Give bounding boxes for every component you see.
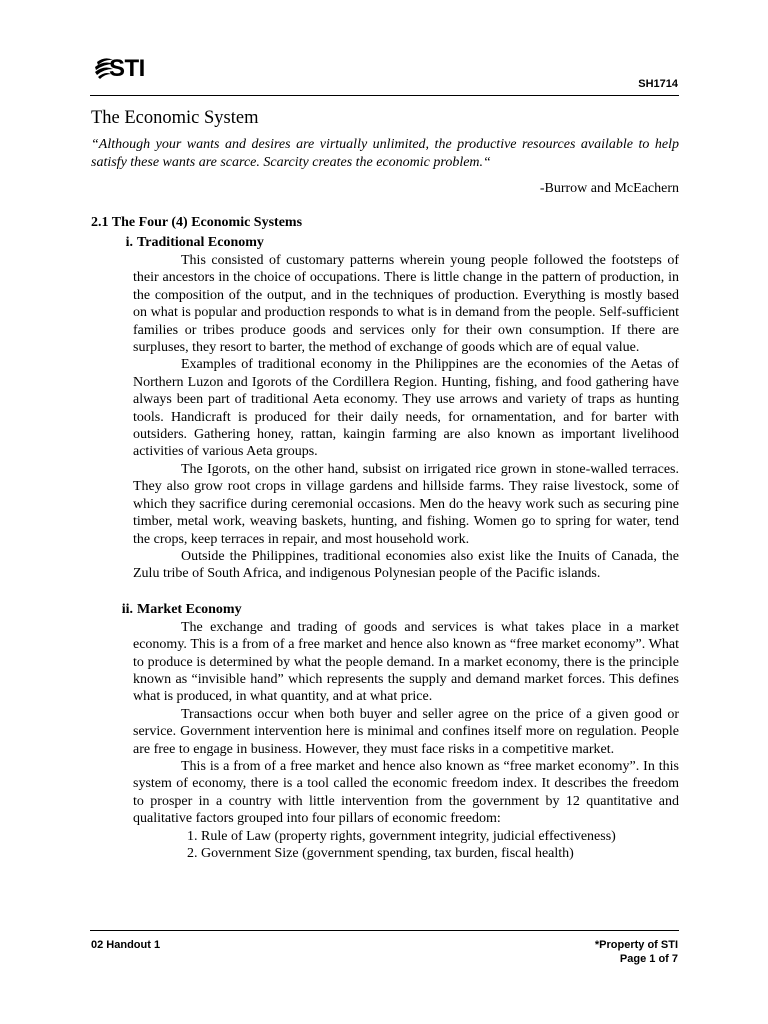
- property-notice: *Property of STI: [594, 939, 678, 951]
- footer-right: [595, 938, 678, 966]
- header-divider: [90, 95, 679, 96]
- page-number: Page 1 of 7: [619, 953, 678, 965]
- pillars-list: [133, 828, 679, 863]
- subsection-number: i.: [125, 235, 133, 250]
- subsection-title: Traditional Economy: [137, 235, 264, 250]
- subsection-number: ii.: [121, 601, 133, 617]
- footer-divider: [90, 930, 679, 931]
- paragraph: The Igorots, on the other hand, subsist on irrigated rice grown in stone-walled terraces. They also grow root crops in village gardens and hillside farms. They raise livestock, some of which they sacrifice during ceremonial occasions. Men do the heavy work such as securing pine timber, metal work, weaving baskets, hunting, and fishing. Women go to spring for water, tend the crops, keep terraces in repair, and most household work.: [133, 461, 679, 547]
- document-body: [91, 106, 679, 862]
- paragraph: Transactions occur when both buyer and seller agree on the price of a given good or service. Government intervention here is minimal and confines itself more on regulation. People are free to engage in business. However, they must face risks in a competitive market.: [133, 706, 679, 757]
- paragraph: This is a from of a free market and hence also known as “free market economy”. In this system of economy, there is a tool called the economic freedom index. It describes the freedom to prosper in a country with little intervention from the government by 12 quantitative and qualitative factors grouped into four pillars of economic freedom:: [133, 758, 679, 827]
- logo-text: STI: [109, 55, 145, 82]
- subsection-heading: [91, 234, 679, 252]
- paragraph: The exchange and trading of goods and services is what takes place in a market economy. This is a from of a free market and hence also known as “free market economy”. What to produce is determined by what the people demand. In a market economy, there is the principle known as “invisible hand” which represents the supply and demand market forces. This defines what is produced, in what quantity, and at what price.: [133, 619, 679, 705]
- document-code: SH1714: [638, 78, 678, 90]
- paragraph: Outside the Philippines, traditional economies also exist like the Inuits of Canada, the Zulu tribe of South Africa, and indigenous Polynesian people of the Pacific islands.: [133, 548, 679, 582]
- subsection-traditional: [91, 234, 679, 583]
- paragraph: This consisted of customary patterns wherein young people followed the footsteps of their ancestors in the choice of occupations. There is little change in the pattern of production, in the composition of the output, and in the techniques of production. Everything is mostly based on what is popular and production responds to what is in demand from the people. Self-sufficient families or tribes produce goods and services only for their own consumption. If there are surpluses, they resort to barter, the method of exchange of goods which are of equal value.: [133, 253, 679, 356]
- paragraph: Examples of traditional economy in the Philippines are the economies of the Aetas of Northern Luzon and Igorots of the Cordillera Region. Hunting, fishing, and food gathering have always been part of traditional Aeta economy. They use arrows and variety of traps as hunting tools. Handicraft is produced for their daily needs, for ornamentation, and for barter with outsiders. Gathering honey, rattan, kaingin farming are also known as important livelihood activities of various Aeta groups.: [133, 357, 679, 460]
- subsection-heading: [91, 601, 679, 619]
- subsection-market: [91, 601, 679, 863]
- quote-attribution: -Burrow and McEachern: [539, 181, 679, 196]
- footer-handout: 02 Handout 1: [91, 939, 161, 951]
- page-title: The Economic System: [91, 108, 259, 128]
- subsection-title: Market Economy: [137, 601, 242, 617]
- opening-quote: “Although your wants and desires are virtually unlimited, the productive resources available to help satisfy these wants are scarce. Scarcity creates the economic problem.“: [91, 137, 679, 170]
- list-item: 1. Rule of Law (property rights, government integrity, judicial effectiveness): [201, 828, 679, 845]
- section-heading: 2.1 The Four (4) Economic Systems: [91, 215, 303, 230]
- list-item: 2. Government Size (government spending, tax burden, fiscal health): [201, 845, 679, 862]
- sti-logo: [94, 54, 168, 84]
